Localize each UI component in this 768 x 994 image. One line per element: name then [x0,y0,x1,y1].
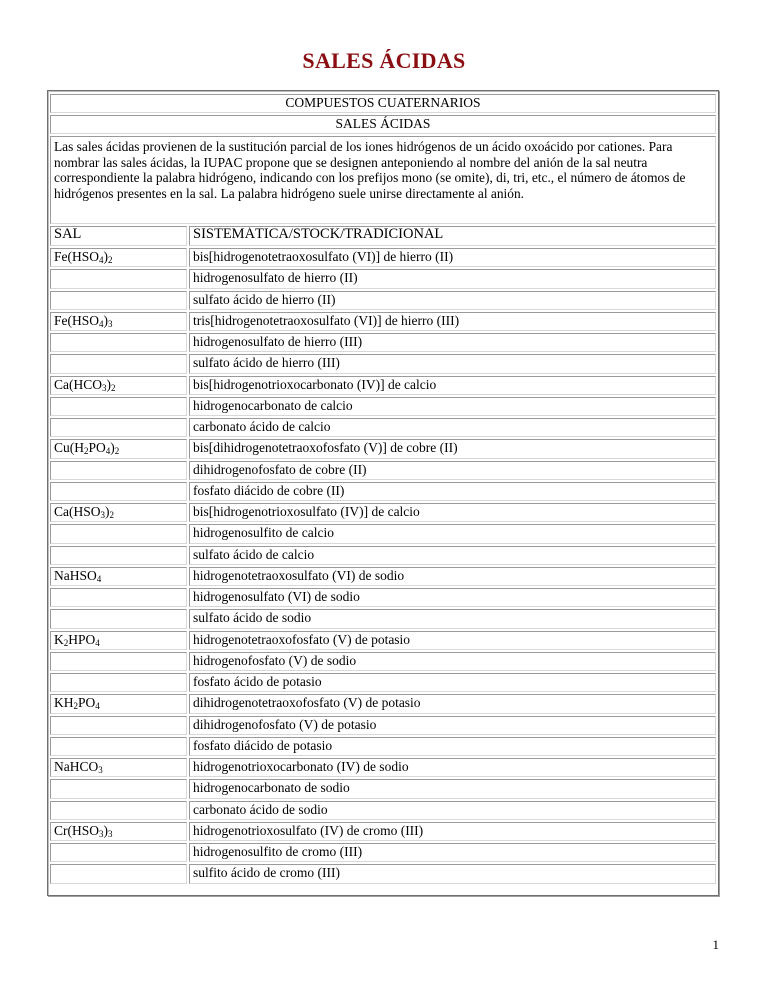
compound-name-cell: hidrogenocarbonato de calcio [189,397,716,416]
compound-name-cell: sulfato ácido de hierro (II) [189,291,716,310]
compound-name-cell: tris[hidrogenotetraoxosulfato (VI)] de hierro (III) [189,312,716,331]
formula-cell: $Cr(HSO_3)_3$ [50,822,187,841]
empty-formula-cell [50,269,187,288]
column-header-sal: SAL [50,226,187,246]
column-header-names: SISTEMÁTICA/STOCK/TRADICIONAL [189,226,716,246]
formula-cell: $Ca(HSO_3)_2$ [50,503,187,522]
compound-name-cell: hidrogenofosfato (V) de sodio [189,652,716,671]
table-header-category: COMPUESTOS CUATERNARIOS [50,94,716,113]
salts-table [47,90,719,896]
empty-formula-cell [50,333,187,352]
page-number: 1 [712,937,719,952]
compound-name-cell: sulfito ácido de cromo (III) [189,864,716,883]
compound-name-cell: hidrogenotetraoxosulfato (VI) de sodio [189,567,716,586]
empty-formula-cell [50,609,187,628]
table-header-section: SALES ÁCIDAS [50,115,716,134]
compound-name-cell: dihidrogenofosfato (V) de potasio [189,716,716,735]
compound-name-cell: hidrogenosulfato de hierro (III) [189,333,716,352]
empty-formula-cell [50,397,187,416]
formula-cell: $Cu(H_2PO_4)_2$ [50,439,187,458]
formula-cell: $K_2HPO_4$ [50,631,187,650]
formula-cell: $Fe(HSO_4)_2$ [50,248,187,267]
empty-formula-cell [50,737,187,756]
compound-name-cell: hidrogenotrioxosulfato (IV) de cromo (III) [189,822,716,841]
compound-name-cell: carbonato ácido de sodio [189,801,716,820]
compound-name-cell: carbonato ácido de calcio [189,418,716,437]
empty-formula-cell [50,716,187,735]
page-title: SALES ÁCIDAS [302,48,466,73]
compound-name-cell: sulfato ácido de calcio [189,546,716,565]
formula-cell: NaHSO$_4$ [50,567,187,586]
compound-name-cell: fosfato diácido de potasio [189,737,716,756]
empty-formula-cell [50,673,187,692]
empty-formula-cell [50,524,187,543]
compound-name-cell: sulfato ácido de hierro (III) [189,354,716,373]
compound-name-cell: hidrogenosulfato de hierro (II) [189,269,716,288]
empty-formula-cell [50,801,187,820]
compound-name-cell: hidrogenosulfito de calcio [189,524,716,543]
intro-paragraph: Las sales ácidas provienen de la sustitución parcial de los iones hidrógenos de un ácido oxoácido por cationes. Para nombrar las sales ácidas, la IUPAC propone que se designen anteponiendo al nombre del anión de la sal neutra correspondiente la palabra hidrógeno, indicando con los prefijos mono (se omite), di, tri, etc., el número de átomos de hidrógenos presentes en la sal. La palabra hidrógeno suele unirse directamente al anión. [50,136,716,224]
empty-formula-cell [50,354,187,373]
compound-name-cell: fosfato diácido de cobre (II) [189,482,716,501]
compound-name-cell: bis[hidrogenotrioxocarbonato (IV)] de calcio [189,376,716,395]
formula-cell: $KH_2PO_4$ [50,694,187,713]
empty-formula-cell [50,546,187,565]
compound-name-cell: sulfato ácido de sodio [189,609,716,628]
empty-formula-cell [50,418,187,437]
empty-formula-cell [50,843,187,862]
empty-formula-cell [50,864,187,883]
empty-formula-cell [50,588,187,607]
compound-name-cell: hidrogenotetraoxofosfato (V) de potasio [189,631,716,650]
compound-name-cell: bis[hidrogenotetraoxosulfato (VI)] de hierro (II) [189,248,716,267]
formula-cell: $Fe(HSO_4)_3$ [50,312,187,331]
formula-cell: $Ca(HCO_3)_2$ [50,376,187,395]
empty-formula-cell [50,779,187,798]
empty-formula-cell [50,652,187,671]
compound-name-cell: dihidrogenofosfato de cobre (II) [189,461,716,480]
compound-name-cell: bis[dihidrogenotetraoxofosfato (V)] de cobre (II) [189,439,716,458]
empty-formula-cell [50,291,187,310]
formula-cell: NaHCO$_3$ [50,758,187,777]
compound-name-cell: dihidrogenotetraoxofosfato (V) de potasio [189,694,716,713]
empty-formula-cell [50,482,187,501]
compound-name-cell: hidrogenotrioxocarbonato (IV) de sodio [189,758,716,777]
compound-name-cell: hidrogenosulfato (VI) de sodio [189,588,716,607]
compound-name-cell: hidrogenosulfito de cromo (III) [189,843,716,862]
compound-name-cell: hidrogenocarbonato de sodio [189,779,716,798]
empty-formula-cell [50,461,187,480]
compound-name-cell: bis[hidrogenotrioxosulfato (IV)] de calcio [189,503,716,522]
compound-name-cell: fosfato ácido de potasio [189,673,716,692]
